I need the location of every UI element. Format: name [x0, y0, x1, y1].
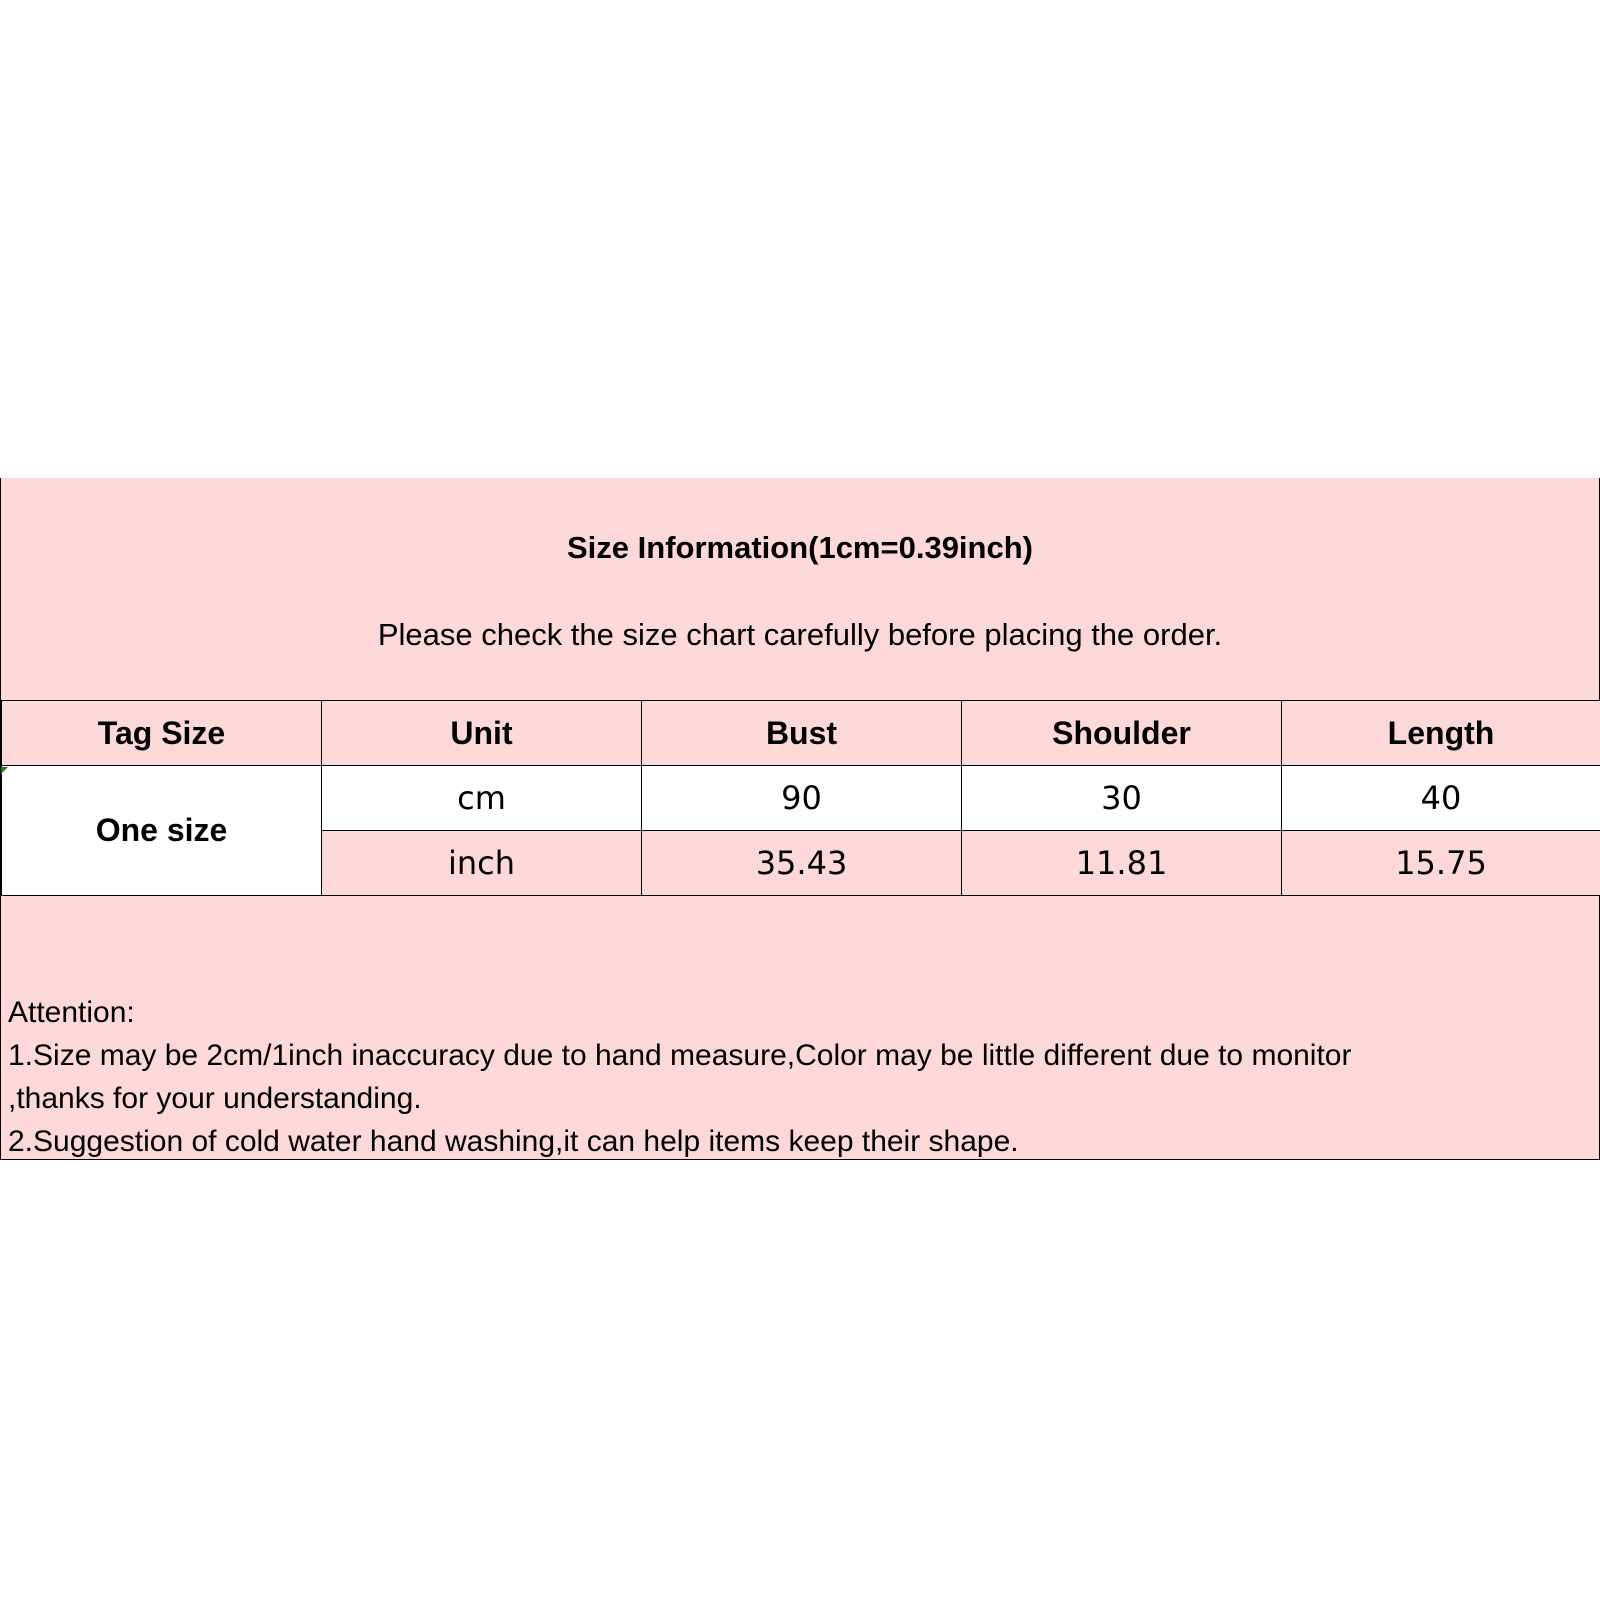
shoulder-cell: 11.81: [962, 831, 1282, 896]
cell-marker-triangle: [1, 767, 8, 774]
unit-cell: inch: [322, 831, 642, 896]
size-info-subtitle: Please check the size chart carefully before placing the order.: [377, 617, 1223, 652]
bust-cell: 35.43: [642, 831, 962, 896]
attention-notes: [8, 991, 1588, 1163]
attention-heading: Attention:: [8, 996, 135, 1029]
length-cell: 40: [1282, 766, 1600, 831]
column-header-bust: Bust: [642, 701, 962, 766]
column-header-shoulder: Shoulder: [962, 701, 1282, 766]
size-info-title: Size Information(1cm=0.39inch): [567, 530, 1033, 565]
tag-size-cell: One size: [2, 766, 322, 896]
size-chart-sheet: [0, 478, 1600, 1160]
column-header-unit: Unit: [322, 701, 642, 766]
attention-line-2: ,thanks for your understanding.: [8, 1082, 422, 1115]
length-cell: 15.75: [1282, 831, 1600, 896]
column-header-length: Length: [1282, 701, 1600, 766]
table-row-cm: [2, 766, 1600, 831]
table-header-row: [2, 701, 1600, 766]
bust-cell: 90: [642, 766, 962, 831]
shoulder-cell: 30: [962, 766, 1282, 831]
unit-cell: cm: [322, 766, 642, 831]
attention-line-3: 2.Suggestion of cold water hand washing,it can help items keep their shape.: [8, 1125, 1019, 1158]
size-table: [1, 700, 1600, 896]
column-header-tag-size: Tag Size: [2, 701, 322, 766]
attention-line-1: 1.Size may be 2cm/1inch inaccuracy due to hand measure,Color may be little different due to monitor: [8, 1039, 1352, 1072]
